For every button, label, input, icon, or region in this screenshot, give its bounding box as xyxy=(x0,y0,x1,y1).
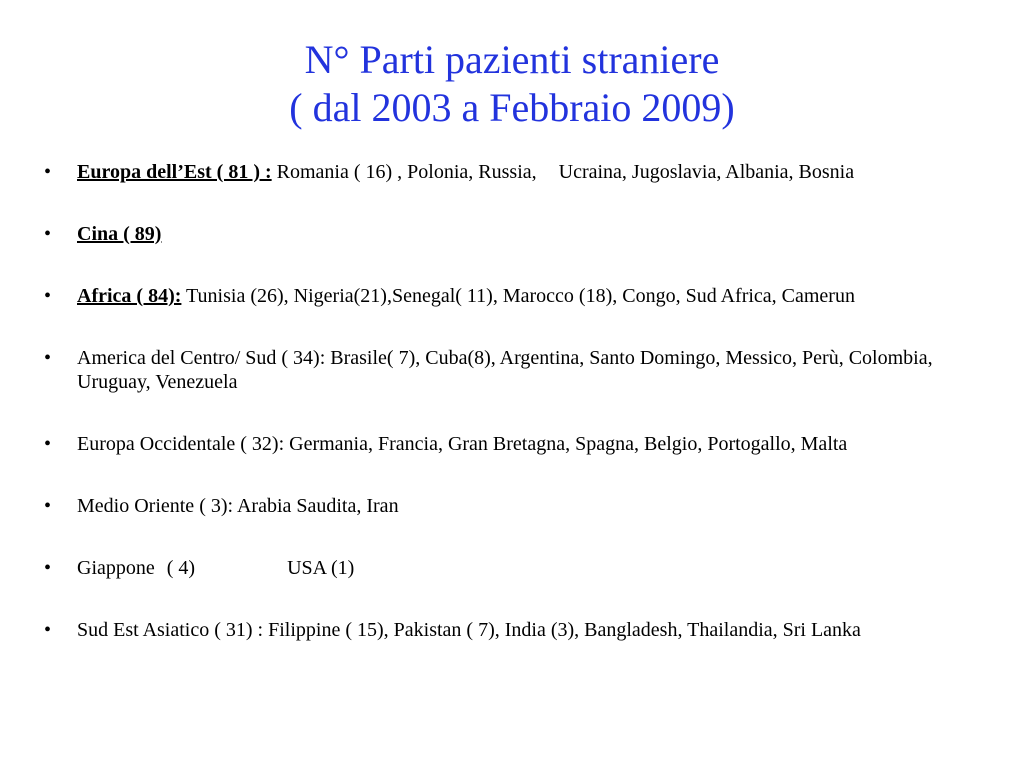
bullet-item-medio-oriente xyxy=(44,494,944,518)
bullet-dot: • xyxy=(44,619,52,641)
bullet-item-europa-occidentale xyxy=(44,432,944,456)
bullet-dot: • xyxy=(44,285,52,307)
bullet-heading: Cina ( 89) xyxy=(77,223,162,245)
bullet-item-giappone-usa xyxy=(44,556,944,580)
bullet-dot: • xyxy=(44,557,52,579)
bullet-text: Sud Est Asiatico ( 31) : Filippine ( 15), Pakistan ( 7), India (3), Bangladesh, Thailandia, Sri Lanka xyxy=(77,619,861,641)
bullet-item-europa-est xyxy=(44,160,944,184)
bullet-text: Giappone xyxy=(77,557,155,579)
title-line-1: N° Parti pazienti straniere xyxy=(304,37,720,82)
bullet-text: Medio Oriente ( 3): Arabia Saudita, Iran xyxy=(77,495,399,517)
bullet-dot: • xyxy=(44,433,52,455)
bullet-text: Romania ( 16) , Polonia, Russia, xyxy=(271,161,537,183)
slide-title xyxy=(0,36,1024,132)
bullet-text: Tunisia (26), Nigeria(21),Senegal( 11), Marocco (18), Congo, Sud Africa, Camerun xyxy=(181,285,855,307)
bullet-text: ( 4) xyxy=(166,557,196,579)
bullet-dot: • xyxy=(44,223,52,245)
bullet-dot: • xyxy=(44,347,52,369)
bullet-text: USA (1) xyxy=(287,557,355,579)
bullet-dot: • xyxy=(44,495,52,517)
bullet-text: Europa Occidentale ( 32): Germania, Francia, Gran Bretagna, Spagna, Belgio, Portogallo, Malta xyxy=(77,433,848,455)
bullet-list xyxy=(44,160,944,642)
bullet-text: Ucraina, Jugoslavia, Albania, Bosnia xyxy=(558,161,855,183)
bullet-heading: Europa dell’Est ( 81 ) : xyxy=(77,161,272,183)
bullet-text: America del Centro/ Sud ( 34): Brasile( 7), Cuba(8), Argentina, Santo Domingo, Messico, Perù, Colombia, Uruguay, Venezuela xyxy=(77,347,933,393)
bullet-item-sud-est-asiatico xyxy=(44,618,944,642)
bullet-item-africa xyxy=(44,284,944,308)
bullet-dot: • xyxy=(44,161,52,183)
bullet-item-cina xyxy=(44,222,944,246)
bullet-item-america xyxy=(44,346,944,394)
bullet-heading: Africa ( 84): xyxy=(77,285,182,307)
title-line-2: ( dal 2003 a Febbraio 2009) xyxy=(289,85,735,130)
